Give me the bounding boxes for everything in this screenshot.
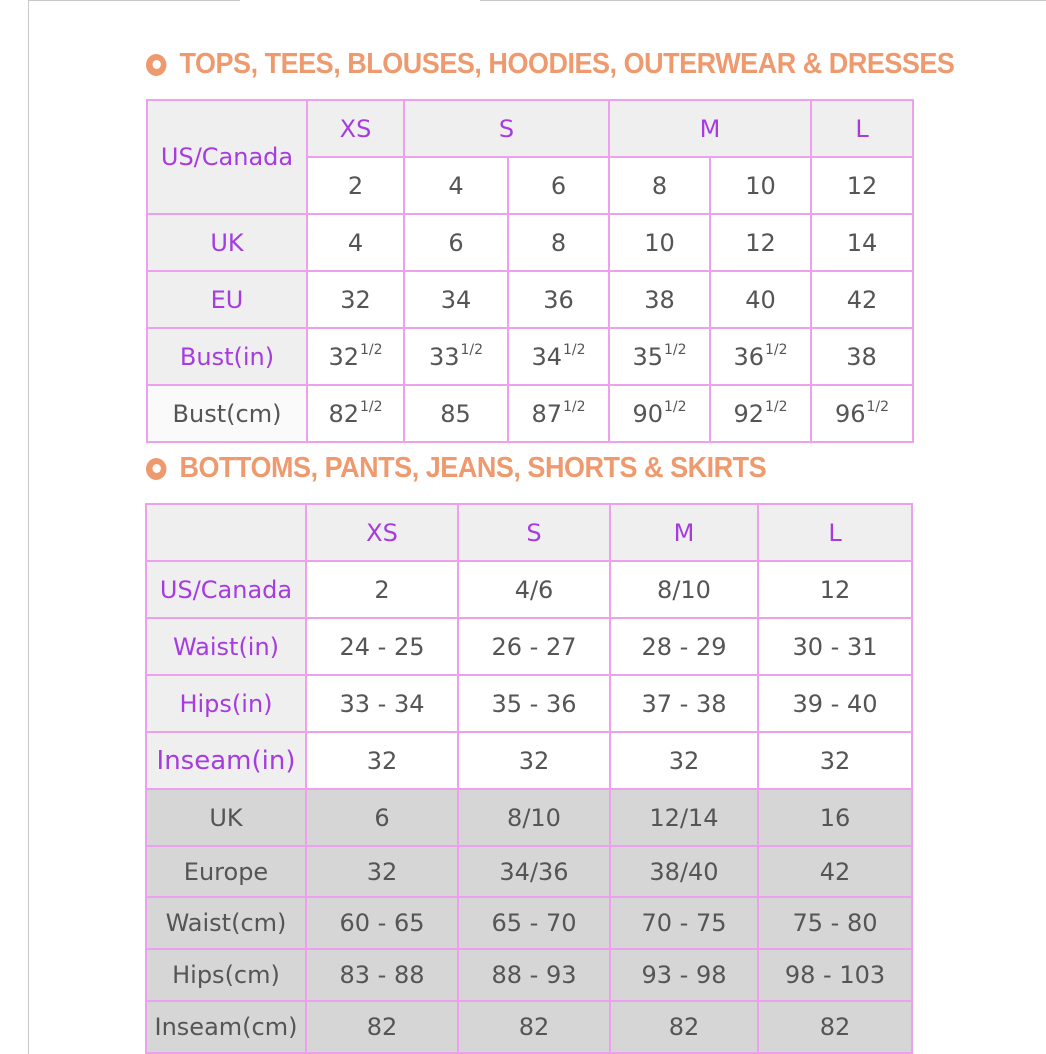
table-cell: 26 - 27 [458, 618, 610, 675]
table-cell: 16 [758, 789, 912, 846]
table-cell: 33 - 34 [306, 675, 458, 732]
table-cell: 32 [306, 846, 458, 897]
value-fraction: 1/2 [460, 342, 484, 358]
table-cell: 8 [508, 214, 609, 271]
table-cell [508, 328, 609, 385]
value-whole: 87 [531, 400, 563, 428]
table-cell: 6 [404, 214, 508, 271]
table-cell: 30 - 31 [758, 618, 912, 675]
table-cell [307, 328, 404, 385]
size-header-l: L [758, 504, 912, 561]
table-cell: 32 [458, 732, 610, 789]
value-whole: 90 [632, 400, 664, 428]
table-cell: 82 [758, 1001, 912, 1053]
row-label: Hips(cm) [146, 949, 306, 1001]
row-label-bust-cm: Bust(cm) [147, 385, 307, 442]
table-cell [609, 385, 710, 442]
table-cell [609, 328, 710, 385]
table-cell: 8/10 [458, 789, 610, 846]
value-fraction: 1/2 [664, 399, 687, 415]
value-whole: 32 [328, 343, 359, 371]
bottoms-heading-text: BOTTOMS, PANTS, JEANS, SHORTS & SKIRTS [179, 452, 767, 484]
table-cell: 32 [306, 732, 458, 789]
size-header-l: L [811, 100, 913, 157]
table-cell: 70 - 75 [610, 897, 758, 949]
table-cell: 12/14 [610, 789, 758, 846]
value-fraction: 1/2 [765, 342, 788, 358]
table-row [146, 949, 912, 1001]
table-cell: 2 [307, 157, 404, 214]
table-row [146, 675, 912, 732]
table-cell: 6 [306, 789, 458, 846]
row-label: Inseam(in) [146, 732, 306, 789]
table-cell: 8 [609, 157, 710, 214]
value-fraction: 1/2 [664, 342, 687, 358]
table-cell: 10 [710, 157, 811, 214]
table-cell: 82 [306, 1001, 458, 1053]
table-row [146, 846, 912, 897]
size-header-m: M [610, 504, 758, 561]
table-cell: 32 [758, 732, 912, 789]
table-cell: 4 [404, 157, 508, 214]
value-whole: 92 [733, 400, 765, 428]
table-cell: 35 - 36 [458, 675, 610, 732]
size-header-xs: XS [307, 100, 404, 157]
value-fraction: 1/2 [360, 342, 383, 358]
value-whole: 35 [632, 343, 664, 371]
table-cell: 32 [610, 732, 758, 789]
table-cell: 88 - 93 [458, 949, 610, 1001]
table-row [147, 214, 913, 271]
table-cell [508, 385, 609, 442]
value-fraction: 1/2 [866, 399, 890, 415]
table-cell: 28 - 29 [610, 618, 758, 675]
table-cell [710, 328, 811, 385]
table-cell: 24 - 25 [306, 618, 458, 675]
size-header-s: S [404, 100, 609, 157]
value-fraction: 1/2 [563, 399, 586, 415]
table-cell: 36 [508, 271, 609, 328]
frame-top-border [480, 0, 1046, 1]
bottoms-size-table [145, 503, 913, 1054]
table-row [146, 789, 912, 846]
table-row [147, 328, 913, 385]
row-label: Waist(cm) [146, 897, 306, 949]
row-label: UK [146, 789, 306, 846]
size-header-m: M [609, 100, 811, 157]
table-cell: 60 - 65 [306, 897, 458, 949]
table-cell [811, 385, 913, 442]
value-fraction: 1/2 [563, 342, 586, 358]
table-row [147, 100, 913, 157]
size-header-xs: XS [306, 504, 458, 561]
row-label: Hips(in) [146, 675, 306, 732]
table-cell: 39 - 40 [758, 675, 912, 732]
table-row [147, 385, 913, 442]
circle-bullet-icon [146, 458, 166, 480]
table-cell: 83 - 88 [306, 949, 458, 1001]
row-label-eu: EU [147, 271, 307, 328]
value-whole: 36 [733, 343, 765, 371]
table-cell: 8/10 [610, 561, 758, 618]
table-row [146, 504, 912, 561]
value-whole: 38 [846, 343, 877, 371]
row-label: Inseam(cm) [146, 1001, 306, 1053]
table-cell: 14 [811, 214, 913, 271]
table-cell: 34 [404, 271, 508, 328]
value-fraction: 1/2 [360, 399, 383, 415]
bottoms-heading [146, 452, 766, 485]
row-label: Europe [146, 846, 306, 897]
value-whole: 85 [440, 400, 471, 428]
value-whole: 96 [834, 400, 866, 428]
table-row [147, 271, 913, 328]
table-cell [404, 328, 508, 385]
value-whole: 82 [328, 400, 359, 428]
table-cell: 82 [458, 1001, 610, 1053]
table-cell: 12 [710, 214, 811, 271]
table-cell: 42 [811, 271, 913, 328]
tops-heading [146, 48, 954, 81]
table-cell: 12 [811, 157, 913, 214]
size-header-s: S [458, 504, 610, 561]
row-label: Waist(in) [146, 618, 306, 675]
row-label-us-canada: US/Canada [147, 100, 307, 214]
table-cell: 38/40 [610, 846, 758, 897]
table-cell: 4/6 [458, 561, 610, 618]
table-cell: 93 - 98 [610, 949, 758, 1001]
table-cell [404, 385, 508, 442]
table-cell [710, 385, 811, 442]
table-row [146, 561, 912, 618]
table-cell: 4 [307, 214, 404, 271]
table-cell: 37 - 38 [610, 675, 758, 732]
tops-size-table [146, 99, 914, 443]
table-row [146, 897, 912, 949]
row-label: US/Canada [146, 561, 306, 618]
table-cell: 6 [508, 157, 609, 214]
table-cell: 34/36 [458, 846, 610, 897]
table-cell: 12 [758, 561, 912, 618]
table-cell: 82 [610, 1001, 758, 1053]
table-row [146, 618, 912, 675]
value-fraction: 1/2 [765, 399, 788, 415]
table-cell: 38 [609, 271, 710, 328]
frame-left-border [28, 0, 29, 1054]
table-row [146, 1001, 912, 1053]
table-cell: 10 [609, 214, 710, 271]
table-cell: 98 - 103 [758, 949, 912, 1001]
table-cell: 65 - 70 [458, 897, 610, 949]
row-label-bust-in: Bust(in) [147, 328, 307, 385]
table-cell: 40 [710, 271, 811, 328]
tops-heading-text: TOPS, TEES, BLOUSES, HOODIES, OUTERWEAR & DRESSES [179, 48, 955, 80]
table-row [146, 732, 912, 789]
table-cell [811, 328, 913, 385]
frame-top-border [28, 0, 240, 1]
table-cell: 42 [758, 846, 912, 897]
table-cell: 2 [306, 561, 458, 618]
circle-bullet-icon [146, 54, 166, 76]
table-cell [307, 385, 404, 442]
table-cell: 75 - 80 [758, 897, 912, 949]
row-label-uk: UK [147, 214, 307, 271]
value-whole: 33 [428, 343, 460, 371]
corner-cell [146, 504, 306, 561]
value-whole: 34 [531, 343, 563, 371]
table-cell: 32 [307, 271, 404, 328]
